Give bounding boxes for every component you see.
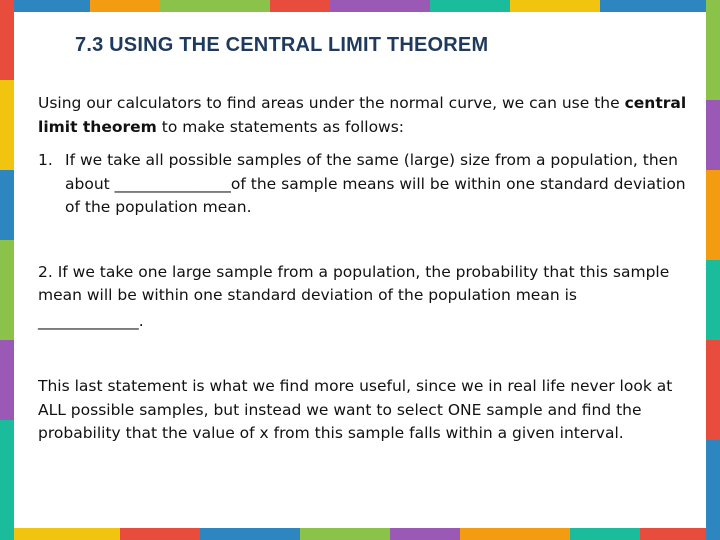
border-top-3 <box>160 0 270 12</box>
border-right-1 <box>706 0 720 100</box>
list-item-1-text-b: of the sample means will be within one standard deviation of the population mean. <box>65 174 686 216</box>
border-right-6 <box>706 440 720 540</box>
intro-paragraph <box>38 92 688 139</box>
intro-text-after: to make statements as follows: <box>156 117 405 136</box>
list-item-1-text-a: If we take all possible samples of the same (large) size from a population, then about <box>65 151 679 193</box>
border-bottom-6 <box>460 528 570 540</box>
border-bottom-2 <box>120 528 200 540</box>
border-top-4 <box>270 0 330 12</box>
border-left-6 <box>0 420 14 540</box>
border-right-4 <box>706 260 720 340</box>
slide-title: 7.3 USING THE CENTRAL LIMIT THEOREM <box>75 34 489 56</box>
border-right-2 <box>706 100 720 170</box>
border-bottom-3 <box>200 528 300 540</box>
border-left-2 <box>0 80 14 170</box>
border-right-5 <box>706 340 720 440</box>
border-top-2 <box>90 0 160 12</box>
list-item-2-blank: _____________. <box>38 311 144 330</box>
closing-paragraph: This last statement is what we find more useful, since we in real life never look at ALL possible samples, but instead we want to select ONE sample and find the probability that the value of x from this sample falls within a given interval. <box>38 377 673 442</box>
slide-body <box>38 92 688 446</box>
intro-bold-term: central limit theorem <box>38 94 687 136</box>
list-item-2-text: 2. If we take one large sample from a population, the probability that this sample mean will be within one standard deviation of the population mean is <box>38 262 670 304</box>
intro-text-before: Using our calculators to find areas under the normal curve, we can use the <box>38 94 625 112</box>
list-item-1-number: 1. <box>38 151 53 169</box>
border-bottom-4 <box>300 528 390 540</box>
border-left-4 <box>0 240 14 340</box>
border-left-1 <box>0 0 14 80</box>
border-top-7 <box>510 0 600 12</box>
border-bottom-7 <box>570 528 640 540</box>
border-top-5 <box>330 0 430 12</box>
list-item-2 <box>38 261 688 334</box>
list-item-1-blank: _______________ <box>114 174 231 193</box>
border-bottom-1 <box>0 528 120 540</box>
border-left-3 <box>0 170 14 240</box>
border-bottom-5 <box>390 528 460 540</box>
border-top-6 <box>430 0 510 12</box>
slide-content <box>14 12 706 528</box>
list-item-1 <box>38 149 688 220</box>
border-top-8 <box>600 0 720 12</box>
border-left-5 <box>0 340 14 420</box>
list-item-1-text <box>65 149 688 220</box>
border-right-3 <box>706 170 720 260</box>
